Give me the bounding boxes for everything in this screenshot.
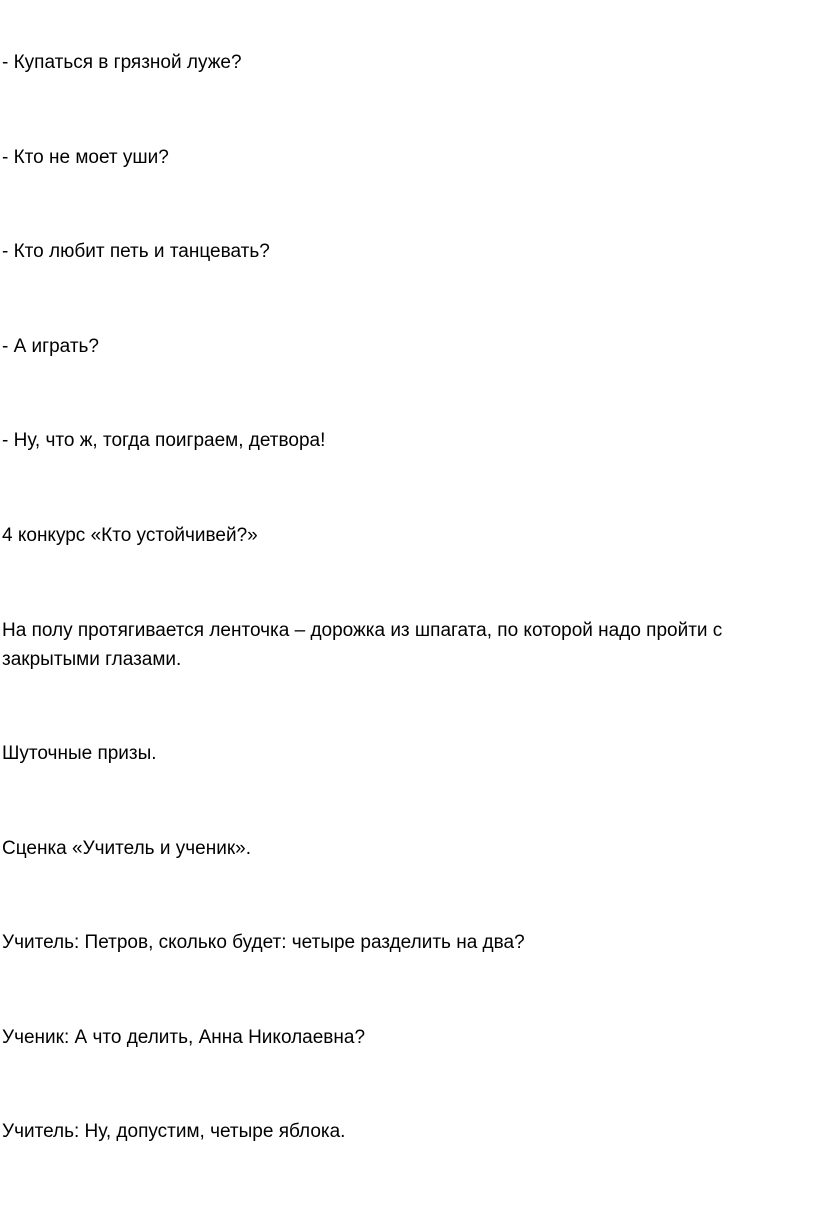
dialogue-student-1: Ученик: А что делить, Анна Николаевна?: [2, 1027, 366, 1048]
paragraph-line-1: - Купаться в грязной луже?: [2, 52, 242, 73]
dialogue-teacher-1: Учитель: Петров, сколько будет: четыре разделить на два?: [2, 932, 525, 953]
paragraph-line-2: - Кто не моет уши?: [2, 147, 169, 168]
paragraph-line-5: - Ну, что ж, тогда поиграем, детвора!: [2, 430, 326, 451]
dialogue-teacher-2: Учитель: Ну, допустим, четыре яблока.: [2, 1121, 346, 1142]
scene-heading: Сценка «Учитель и ученик».: [2, 838, 251, 859]
contest-description: На полу протягивается ленточка – дорожка из шпагата, по которой надо пройти с закрытыми глазами.: [2, 620, 723, 670]
contest-heading: 4 конкурс «Кто устойчивей?»: [2, 525, 258, 546]
prizes-line: Шуточные призы.: [2, 743, 157, 764]
paragraph-line-3: - Кто любит петь и танцевать?: [2, 241, 270, 262]
paragraph-line-4: - А играть?: [2, 336, 99, 357]
